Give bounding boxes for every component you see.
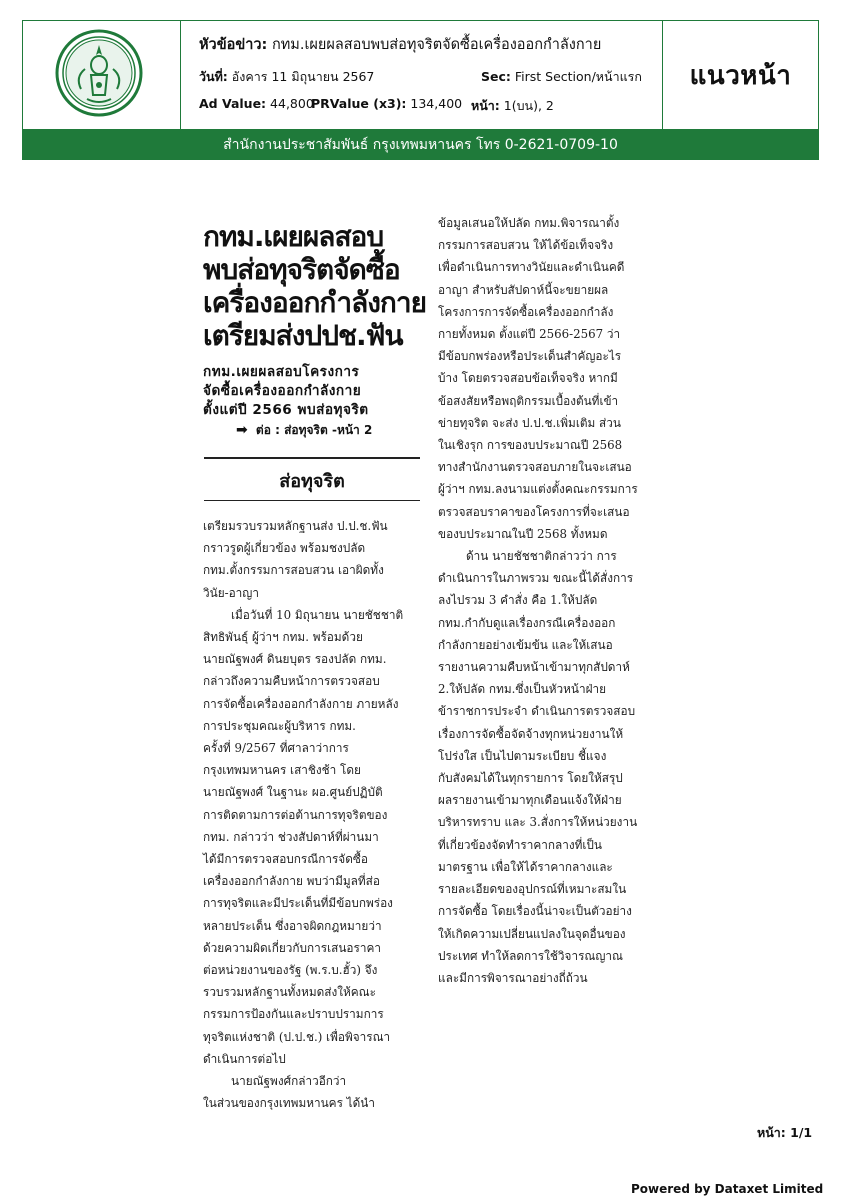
text-line: กรรมการสอบสวน ให้ได้ข้อเท็จจริง: [438, 238, 614, 253]
text-line: ด้วยความผิดเกี่ยวกับการเสนอราคา: [203, 940, 381, 955]
text-line: กรรมการป้องกันและปราบปรามการ: [203, 1007, 384, 1022]
article-column-right: [438, 212, 660, 989]
text-line: ในเชิงรุก การของบประมาณปี 2568: [438, 438, 623, 453]
divider: [204, 457, 420, 459]
sec-label: Sec:: [481, 69, 511, 84]
pr-value-meta: [311, 96, 462, 111]
metadata-cell: [181, 21, 663, 129]
text-line: ข้อสงสัยหรือพฤติกรรมเบื้องต้นที่เข้า: [438, 393, 619, 408]
text-line: การทุจริตและมีประเด็นที่มีข้อบกพร่อง: [203, 896, 393, 911]
text-line: กราวรูดผู้เกี่ยวข้อง พร้อมชงปลัด: [203, 541, 366, 556]
text-line: ทางสำนักงานตรวจสอบภายในจะเสนอ: [438, 460, 632, 475]
text-line: ข้าราชการประจำ ดำเนินการตรวจสอบ: [438, 704, 636, 719]
text-line: สิทธิพันธุ์ ผู้ว่าฯ กทม. พร้อมด้วย: [203, 630, 363, 645]
text-line: เพื่อดำเนินการทางวินัยและดำเนินคดี: [438, 260, 625, 275]
article-headline: [203, 220, 427, 352]
sec-value: First Section/หน้าแรก: [514, 69, 642, 84]
text-line: ข่ายทุจริต จะส่ง ป.ป.ช.เพิ่มเติม ส่วน: [438, 415, 621, 430]
text-line: และมีการพิจารณาอย่างถี่ถ้วน: [438, 970, 588, 985]
bma-seal-logo: [55, 29, 143, 117]
text-line: ครั้งที่ 9/2567 ที่ศาลาว่าการ: [203, 741, 349, 756]
text-line: กทม.ตั้งกรรมการสอบสวน เอาผิดทั้ง: [203, 563, 384, 578]
text-line: หลายประเด็น ซึ่งอาจผิดกฎหมายว่า: [203, 918, 382, 933]
newspaper-name-cell: [663, 21, 818, 129]
text-line: ผลรายงานเข้ามาทุกเดือนแจ้งให้ฝ่าย: [438, 793, 622, 808]
text-line: ประเทศ ทำให้ลดการใช้วิจารณญาณ: [438, 948, 623, 963]
text-line: เรื่องการจัดซื้อจัดจ้างทุกหน่วยงานให้: [438, 726, 624, 741]
text-line: รายละเอียดของอุปกรณ์ที่เหมาะสมใน: [438, 882, 627, 897]
text-line: ของบประมาณในปี 2568 ทั้งหมด: [438, 526, 608, 541]
headline-meta: [199, 33, 601, 56]
text-line: การติดตามการต่อต้านการทุจริตของ: [203, 807, 388, 822]
office-contact-bar: [22, 130, 819, 160]
text-line: ในส่วนของกรุงเทพมหานคร ได้นำ: [203, 1096, 375, 1111]
headline-line: กทม.เผยผลสอบ: [203, 220, 384, 253]
ad-value-meta: [199, 96, 314, 111]
continued-text: ต่อ : ส่อทุจริต -หน้า 2: [255, 423, 373, 437]
text-line: กทม.กำกับดูแลเรื่องกรณีเครื่องออก: [438, 615, 616, 630]
section-meta: [481, 67, 642, 87]
headline-label: หัวข้อข่าว:: [199, 37, 268, 53]
subhead-line: กทม.เผยผลสอบโครงการ: [203, 364, 360, 380]
ad-label: Ad Value:: [199, 96, 267, 111]
text-line: ที่เกี่ยวข้องจัดทำราคากลางที่เป็น: [438, 837, 602, 852]
text-line: เตรียมรวบรวมหลักฐานส่ง ป.ป.ช.ฟัน: [203, 519, 388, 533]
office-contact-text: สำนักงานประชาสัมพันธ์ กรุงเทพมหานคร โทร 0-2621-0709-10: [223, 137, 618, 153]
text-line: ด้าน นายชัชชาติกล่าวว่า การ: [466, 549, 617, 564]
article-subhead: [203, 363, 423, 420]
headline-value: กทม.เผยผลสอบพบส่อทุจริตจัดซื้อเครื่องออกกำลังกาย: [271, 37, 602, 53]
text-line: เมื่อวันที่ 10 มิถุนายน นายชัชชาติ: [231, 607, 404, 622]
date-value: อังคาร 11 มิถุนายน 2567: [231, 69, 375, 84]
text-line: 2.ให้ปลัด กทม.ซึ่งเป็นหัวหน้าฝ่าย: [438, 682, 607, 697]
text-line: การประชุมคณะผู้บริหาร กทม.: [203, 718, 356, 733]
text-line: ตรวจสอบราคาของโครงการที่จะเสนอ: [438, 504, 630, 519]
page-number: หน้า: 1/1: [757, 1125, 813, 1140]
text-line: ให้เกิดความเปลี่ยนแปลงในจุดอื่นของ: [438, 926, 626, 941]
text-line: การจัดซื้อ โดยเรื่องนี้น่าจะเป็นตัวอย่าง: [438, 904, 632, 919]
text-line: มีข้อบกพร่องหรือประเด็นสำคัญอะไร: [438, 349, 622, 364]
prv-value: 134,400: [410, 96, 463, 111]
text-line: บ้าง โดยตรวจสอบข้อเท็จจริง หากมี: [438, 371, 618, 386]
text-line: กทม. กล่าวว่า ช่วงสัปดาห์ที่ผ่านมา: [203, 829, 379, 844]
text-line: นายณัฐพงศ์ ในฐานะ ผอ.ศูนย์ปฏิบัติ: [203, 785, 383, 800]
text-line: กรุงเทพมหานคร เสาชิงช้า โดย: [203, 763, 361, 778]
text-line: เครื่องออกกำลังกาย พบว่ามีมูลที่ส่อ: [203, 874, 380, 889]
text-line: ผู้ว่าฯ กทม.ลงนามแต่งตั้งคณะกรรมการ: [438, 482, 638, 497]
subhead-line: จัดซื้อเครื่องออกกำลังกาย: [203, 383, 362, 399]
divider: [204, 500, 420, 501]
text-line: มาตรฐาน เพื่อให้ได้ราคากลางและ: [438, 859, 613, 874]
headline-line: พบส่อทุจริตจัดซื้อ: [203, 253, 400, 286]
powered-by-credit: Powered by Dataxet Limited: [631, 1182, 824, 1196]
date-label: วันที่:: [199, 69, 228, 84]
text-line: การจัดซื้อเครื่องออกกำลังกาย ภายหลัง: [203, 696, 399, 711]
text-line: ข้อมูลเสนอให้ปลัด กทม.พิจารณาตั้ง: [438, 216, 620, 230]
page-label: หน้า:: [471, 98, 500, 113]
page-value: 1(บน), 2: [503, 98, 554, 113]
newspaper-name: แนวหน้า: [689, 60, 792, 91]
text-line: อาญา สำหรับสัปดาห์นี้จะขยายผล: [438, 282, 609, 297]
text-line: กล่าวถึงความคืบหน้าการตรวจสอบ: [203, 674, 380, 689]
text-line: ทุจริตแห่งชาติ (ป.ป.ช.) เพื่อพิจารณา: [203, 1029, 391, 1044]
page-meta: [471, 96, 554, 116]
text-line: ต่อหน่วยงานของรัฐ (พ.ร.บ.ฮั้ว) จึง: [203, 963, 378, 978]
text-line: กายทั้งหมด ตั้งแต่ปี 2566-2567 ว่า: [438, 327, 621, 342]
text-line: นายณัฐพงศ์ ดินยบุตร รองปลัด กทม.: [203, 652, 387, 667]
logo-cell: [23, 21, 181, 129]
text-line: โครงการการจัดซื้อเครื่องออกกำลัง: [438, 304, 614, 319]
article-column-left: [203, 515, 423, 1114]
ad-value: 44,800: [270, 96, 314, 111]
text-line: รวบรวมหลักฐานทั้งหมดส่งให้คณะ: [203, 985, 376, 1000]
text-line: ลงไปรวม 3 คำสั่ง คือ 1.ให้ปลัด: [438, 593, 598, 608]
text-line: นายณัฐพงศ์กล่าวอีกว่า: [231, 1074, 347, 1089]
text-line: รายงานความคืบหน้าเข้ามาทุกสัปดาห์: [438, 660, 630, 675]
text-line: กับสังคมได้ในทุกรายการ โดยให้สรุป: [438, 771, 623, 786]
text-line: ดำเนินการต่อไป: [203, 1051, 286, 1066]
arrow-right-icon: ➡: [236, 422, 248, 438]
clipping-header: [22, 20, 819, 130]
text-line: ดำเนินการในภาพรวม ขณะนี้ได้สั่งการ: [438, 571, 634, 586]
text-line: กำลังกายอย่างเข้มข้น และให้เสนอ: [438, 637, 613, 652]
subhead-line: ตั้งแต่ปี 2566 พบส่อทุจริต: [203, 402, 369, 418]
text-line: ได้มีการตรวจสอบกรณีการจัดซื้อ: [203, 852, 368, 867]
prv-label: PRValue (x3):: [311, 96, 407, 111]
text-line: โปร่งใส เป็นไปตามระเบียบ ชี้แจง: [438, 748, 607, 763]
text-line: บริหารทราบ และ 3.สั่งการให้หน่วยงาน: [438, 815, 638, 830]
text-line: วินัย-อาญา: [203, 585, 259, 600]
continued-note: [236, 421, 372, 440]
date-meta: [199, 67, 374, 87]
headline-line: เครื่องออกกำลังกาย: [203, 286, 427, 319]
section-kicker: ส่อทุจริต: [279, 471, 345, 492]
headline-line: เตรียมส่งปปช.ฟัน: [203, 319, 403, 352]
